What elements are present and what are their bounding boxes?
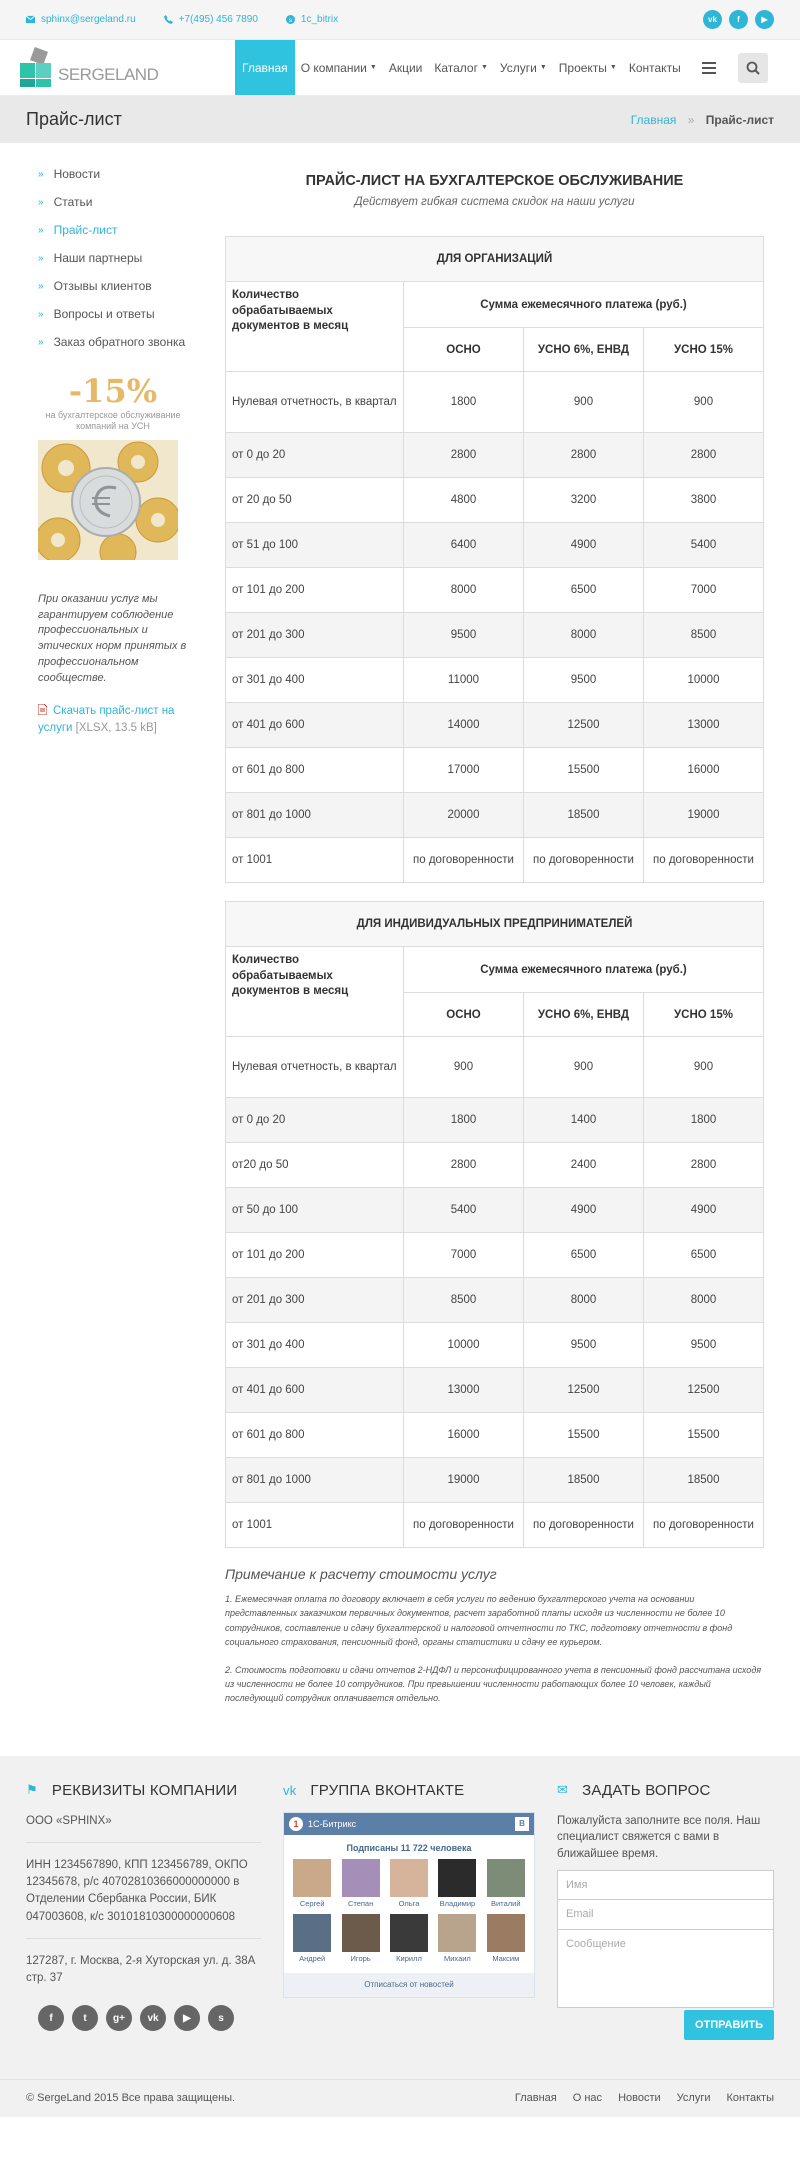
discount-percent: -15% [68,372,158,410]
price-cell: 12500 [644,1368,764,1413]
envelope-icon [26,15,35,24]
price-cell: 12500 [524,703,644,748]
discount-text: на бухгалтерское обслуживание компаний на УСН [45,410,181,431]
footer-nav [515,2092,774,2104]
row-label: от 301 до 400 [226,658,404,703]
youtube-icon[interactable]: ▶ [174,2005,200,2031]
chevron-down-icon: ▼ [539,64,547,71]
price-cell: 8000 [524,613,644,658]
sidebar-item-label: Вопросы и ответы [53,307,155,321]
price-cell: 9500 [524,658,644,703]
price-cell: 9500 [644,1323,764,1368]
nav-label: О компании [300,60,367,75]
row-label: от 801 до 1000 [226,1458,404,1503]
row-label: от 51 до 100 [226,523,404,568]
content [225,167,764,1706]
column-header-documents: Количество обрабатываемых документов в месяц [226,282,404,372]
email-link[interactable] [26,14,136,25]
sidebar-item[interactable] [38,307,188,321]
youtube-icon[interactable]: ▶ [755,10,774,29]
company-name: ООО «SPHINX» [26,1814,112,1827]
row-label: от 201 до 300 [226,1278,404,1323]
price-tables [225,236,764,1548]
vk-icon[interactable]: vk [703,10,722,29]
price-cell: 1400 [524,1098,644,1143]
price-cell: 900 [644,372,764,433]
price-cell: 2800 [404,1143,524,1188]
nav-label: Главная [242,60,288,75]
chevron-down-icon: ▼ [609,64,617,71]
table-row [226,613,764,658]
top-social-links [703,10,774,29]
price-cell: 15500 [524,1413,644,1458]
nav-item-home[interactable] [235,40,295,95]
vk-member[interactable] [433,1859,481,1908]
double-chevron-right-icon: » [38,196,44,208]
vk-member[interactable] [288,1914,336,1963]
hamburger-icon [702,59,716,77]
ask-intro: Пожалуйста заполните все поля. Наш специалист свяжется с вами в ближайшее время. [557,1814,761,1861]
menu-toggle-button[interactable] [702,40,716,95]
table-caption: ДЛЯ ОРГАНИЗАЦИЙ [226,237,764,282]
row-label: от 50 до 100 [226,1188,404,1233]
sidebar-item-label: Заказ обратного звонка [53,335,186,349]
price-cell: по договоренности [404,1503,524,1548]
price-cell: 1800 [644,1098,764,1143]
price-cell: 18500 [644,1458,764,1503]
price-cell: по договоренности [404,838,524,883]
chevron-down-icon: ▼ [369,64,377,71]
price-cell: 4800 [404,478,524,523]
facebook-icon[interactable]: f [38,2005,64,2031]
group-avatar: 1 [289,1817,303,1831]
vk-member[interactable] [336,1859,384,1908]
logo-text: SERGELAND [58,64,159,84]
google-plus-icon[interactable]: g+ [106,2005,132,2031]
price-cell: 8000 [644,1278,764,1323]
table-row [226,658,764,703]
table-row [226,523,764,568]
breadcrumb [631,113,774,127]
send-button[interactable]: ОТПРАВИТЬ [684,2010,774,2040]
envelope-icon: ✉ [557,1782,569,1798]
price-cell: 19000 [404,1458,524,1503]
table-row [226,793,764,838]
email-text: sphinx@sergeland.ru [41,14,136,25]
site-logo[interactable] [20,40,235,95]
notes-title: Примечание к расчету стоимости услуг [225,1566,497,1582]
search-button[interactable] [738,53,768,83]
table-row [226,1143,764,1188]
vk-member[interactable] [336,1914,384,1963]
price-cell: 3200 [524,478,644,523]
skype-link[interactable] [286,14,338,25]
price-cell: 900 [404,1037,524,1098]
nav-label: Услуги [499,60,537,75]
sidebar-item[interactable] [38,279,188,293]
price-cell: 16000 [404,1413,524,1458]
table-row [226,1503,764,1548]
price-cell: 16000 [644,748,764,793]
skype-text: 1c_bitrix [300,14,339,25]
requisites-title: ⚑ РЕКВИЗИТЫ КОМПАНИИ [26,1781,238,1799]
message-textarea[interactable]: Сообщение [557,1930,774,2008]
row-label: от 301 до 400 [226,1323,404,1368]
double-chevron-right-icon: » [38,308,44,320]
price-cell: 10000 [644,658,764,703]
price-cell: 8500 [404,1278,524,1323]
price-cell: 18500 [524,1458,644,1503]
price-cell: 6500 [644,1233,764,1278]
price-cell: 17000 [404,748,524,793]
nav-label: Проекты [558,60,607,75]
column-header-tax: ОСНО [404,328,524,372]
price-cell: 8500 [644,613,764,658]
sidebar-item[interactable] [38,335,188,349]
price-cell: по договоренности [644,838,764,883]
table-row [226,372,764,433]
download-block [38,703,188,736]
price-cell: 4900 [644,1188,764,1233]
nav-item-about[interactable] [295,40,383,95]
row-label: от20 до 50 [226,1143,404,1188]
sidebar-item-label: Наши партнеры [53,251,143,265]
vk-member[interactable] [385,1859,433,1908]
price-cell: 15500 [524,748,644,793]
double-chevron-right-icon: » [38,336,44,348]
nav-item-services[interactable] [494,40,553,95]
breadcrumb-current: Прайс-лист [705,112,774,127]
vk-member-name: Степан [347,1898,374,1908]
note-paragraph: 1. Ежемесячная оплата по договору включает в себя услуги по ведению бухгалтерского учета на основании представленных заказчиком первичных документов, расчет заработной платы исходя из численности не более 10 сотрудников, составление и сдачу бухгалтерской и налоговой отчетности по ТКС, подготовку отчетности в фонд социального страхования, пенсионный фонд, органы статистики и сдачу ее курьером. [225,1594,733,1648]
price-cell: 18500 [524,793,644,838]
vk-member-name: Андрей [299,1953,326,1963]
skype-icon[interactable]: s [208,2005,234,2031]
vk-member[interactable] [482,1859,530,1908]
avatar [438,1859,476,1897]
price-cell: 3800 [644,478,764,523]
company-requisites [26,1782,261,2061]
avatar [487,1914,525,1952]
vk-member[interactable] [385,1914,433,1963]
table-row [226,1188,764,1233]
price-cell: 900 [524,372,644,433]
column-header-tax: ОСНО [404,993,524,1037]
avatar [293,1859,331,1897]
table-row [226,1413,764,1458]
row-label: Нулевая отчетность, в квартал [226,1037,404,1098]
twitter-icon[interactable]: t [72,2005,98,2031]
price-cell: по договоренности [524,1503,644,1548]
table-row [226,748,764,793]
sidebar-item[interactable] [38,195,188,209]
price-cell: 4900 [524,523,644,568]
row-label: от 201 до 300 [226,613,404,658]
row-label: от 401 до 600 [226,1368,404,1413]
price-cell: 8000 [524,1278,644,1323]
avatar [390,1914,428,1952]
column-header-sum: Сумма ежемесячного платежа (руб.) [404,947,764,993]
price-cell: 8000 [404,568,524,613]
pricing-notes [225,1566,764,1706]
price-cell: 20000 [404,793,524,838]
table-row [226,1458,764,1503]
download-meta: [XLSX, 13.5 kB] [75,721,157,734]
row-label: от 801 до 1000 [226,793,404,838]
price-cell: 4900 [524,1188,644,1233]
double-chevron-right-icon: » [38,252,44,264]
table-row [226,838,764,883]
guarantee-note: При оказании услуг мы гарантируем соблюдение профессиональных и этических норм принятых в профессиональном сообществе. [38,592,187,685]
row-label: от 0 до 20 [226,433,404,478]
table-row [226,703,764,748]
avatar [342,1859,380,1897]
vk-title: vk ГРУППА ВКОНТАКТЕ [283,1781,465,1799]
nav-item-projects[interactable] [553,40,623,95]
main-area [0,167,800,1706]
vk-member-name: Игорь [350,1953,371,1963]
sidebar-item[interactable] [38,223,188,237]
price-cell: 2800 [404,433,524,478]
price-cell: 13000 [644,703,764,748]
price-cell: 1800 [404,372,524,433]
vk-member-name: Владимир [439,1898,476,1908]
phone-text: +7(495) 456 7890 [178,14,258,25]
table-caption: ДЛЯ ИНДИВИДУАЛЬНЫХ ПРЕДПРИНИМАТЕЛЕЙ [226,902,764,947]
phone-link[interactable] [164,14,258,25]
row-label: от 101 до 200 [226,1233,404,1278]
double-chevron-right-icon: » [38,224,44,236]
footer-nav-link[interactable]: Контакты [726,2092,774,2105]
row-label: от 20 до 50 [226,478,404,523]
column-header-documents: Количество обрабатываемых документов в месяц [226,947,404,1037]
row-label: от 101 до 200 [226,568,404,613]
price-cell: 15500 [644,1413,764,1458]
page-title-bar [0,96,800,143]
row-label: от 601 до 800 [226,748,404,793]
avatar [342,1914,380,1952]
price-cell: 6500 [524,568,644,613]
column-header-tax: УСНО 6%, ЕНВД [524,993,644,1037]
table-row [226,478,764,523]
column-header-tax: УСНО 6%, ЕНВД [524,328,644,372]
footer-nav-link[interactable]: Услуги [676,2092,711,2105]
email-input[interactable]: Email [557,1900,774,1930]
divider [26,1842,261,1843]
vk-member-name: Максим [492,1953,520,1963]
price-cell: 10000 [404,1323,524,1368]
table-row [226,1037,764,1098]
avatar [390,1859,428,1897]
vk-group-name: 1С-Битрикс [308,1818,357,1829]
price-cell: 900 [524,1037,644,1098]
logo-mark-icon [20,49,54,87]
footer-nav-link[interactable]: Главная [514,2092,557,2105]
footer-nav-link[interactable]: Новости [618,2092,661,2105]
footer-nav-link[interactable]: О нас [572,2092,603,2105]
discount-banner[interactable] [38,372,188,560]
site-header [0,40,800,96]
page-title: Прайс-лист [26,109,122,129]
table-row [226,1233,764,1278]
table-row [226,433,764,478]
chevron-down-icon: ▼ [480,64,488,71]
vk-member-name: Михаил [443,1953,471,1963]
avatar [438,1914,476,1952]
sidebar [38,167,188,1706]
price-cell: 6500 [524,1233,644,1278]
sidebar-item-label: Новости [53,167,101,181]
row-label: от 401 до 600 [226,703,404,748]
sidebar-item-label: Отзывы клиентов [53,279,152,293]
column-header-sum: Сумма ежемесячного платежа (руб.) [404,282,764,328]
avatar [487,1859,525,1897]
nav-item-catalog[interactable] [428,40,494,95]
sidebar-menu [38,167,188,349]
nav-label: Акции [388,60,423,75]
price-cell: 5400 [644,523,764,568]
vk-subscriber-count: Подписаны 11 722 человека [346,1842,472,1853]
facebook-icon[interactable]: f [729,10,748,29]
avatar [293,1914,331,1952]
footer [0,1756,800,2079]
price-cell: 14000 [404,703,524,748]
vk-icon[interactable]: vk [140,2005,166,2031]
price-cell: 900 [644,1037,764,1098]
skype-icon [286,15,295,24]
price-subtitle: Действует гибкая система скидок на наши услуги [354,196,635,208]
ask-question-form [557,1782,774,2061]
vk-member-name: Ольга [398,1898,420,1908]
table-row [226,1368,764,1413]
vk-member-name: Сергей [299,1898,325,1908]
price-cell: 7000 [644,568,764,613]
copyright-bar [0,2079,800,2117]
vk-unsubscribe-button[interactable]: Отписаться от новостей [284,1973,534,1997]
nav-item-contacts[interactable] [623,40,687,95]
price-cell: по договоренности [524,838,644,883]
vk-member[interactable] [288,1859,336,1908]
price-cell: 6400 [404,523,524,568]
note-paragraph: 2. Стоимость подготовки и сдачи отчетов 2-НДФЛ и персонифицированного учета в пенсионный фонд рассчитана исходя из численности не более 10 сотрудников. При превышении численности работающих более 10 человек, каждый последующий сотрудник оплачивается отдельно. [225,1664,762,1704]
price-cell: 2800 [644,433,764,478]
column-header-tax: УСНО 15% [644,993,764,1037]
nav-label: Каталог [434,60,478,75]
company-address: 127287, г. Москва, 2-я Хуторская ул. д. 38А стр. 37 [26,1954,256,1985]
price-table [225,236,764,883]
file-icon [38,704,47,715]
price-cell: 2800 [644,1143,764,1188]
sidebar-item[interactable] [38,251,188,265]
top-bar [0,0,800,40]
sidebar-item-label: Статьи [53,195,93,209]
phone-icon [164,15,173,24]
table-row [226,568,764,613]
price-cell: 9500 [524,1323,644,1368]
price-cell: 9500 [404,613,524,658]
footer-social-links [26,2005,261,2031]
price-table [225,901,764,1548]
company-details: ИНН 1234567890, КПП 123456789, ОКПО 12345678, р/с 40702810366000000000 в Отделении Сбербанка России, БИК 047003608, к/с 30101810300000000608 [26,1858,248,1923]
divider [26,1938,261,1939]
price-cell: 7000 [404,1233,524,1278]
price-cell: 5400 [404,1188,524,1233]
gears-coin-image [38,440,178,560]
main-nav [235,40,687,95]
flag-icon: ⚑ [26,1782,38,1798]
price-cell: 1800 [404,1098,524,1143]
nav-item-promo[interactable] [383,40,429,95]
vk-widget-header[interactable] [284,1813,534,1835]
price-cell: по договоренности [644,1503,764,1548]
table-row [226,1278,764,1323]
price-cell: 19000 [644,793,764,838]
row-label: от 601 до 800 [226,1413,404,1458]
vk-member[interactable] [433,1914,481,1963]
row-label: от 1001 [226,838,404,883]
nav-label: Контакты [628,60,681,75]
table-row [226,1323,764,1368]
price-cell: 2400 [524,1143,644,1188]
double-chevron-right-icon: » [38,280,44,292]
name-input[interactable]: Имя [557,1870,774,1900]
vk-member[interactable] [482,1914,530,1963]
copyright-text: © SergeLand 2015 Все права защищены. [26,2092,236,2105]
table-row [226,1098,764,1143]
search-icon [746,61,760,75]
price-cell: 2800 [524,433,644,478]
vk-widget-box [283,1812,535,1998]
vk-members-grid [284,1859,534,1963]
price-cell: 13000 [404,1368,524,1413]
ask-title: ✉ ЗАДАТЬ ВОПРОС [557,1781,711,1799]
sidebar-item-label: Прайс-лист [53,223,118,237]
row-label: Нулевая отчетность, в квартал [226,372,404,433]
double-chevron-right-icon: » [38,168,44,180]
vk-member-name: Виталий [491,1898,521,1908]
breadcrumb-home-link[interactable]: Главная [630,112,677,127]
vk-icon: vk [283,1782,297,1798]
vk-group-widget [283,1782,535,2061]
row-label: от 1001 [226,1503,404,1548]
download-price-link[interactable]: Скачать прайс-лист на услуги [38,705,175,734]
sidebar-item[interactable] [38,167,188,181]
vk-logo-icon: В [515,1817,529,1831]
svg-text:s: s [288,16,292,24]
price-cell: 11000 [404,658,524,703]
price-heading: ПРАЙС-ЛИСТ НА БУХГАЛТЕРСКОЕ ОБСЛУЖИВАНИЕ [305,173,684,189]
vk-member-name: Кирилл [396,1953,422,1963]
row-label: от 0 до 20 [226,1098,404,1143]
column-header-tax: УСНО 15% [644,328,764,372]
breadcrumb-separator: » [687,112,695,127]
price-cell: 12500 [524,1368,644,1413]
